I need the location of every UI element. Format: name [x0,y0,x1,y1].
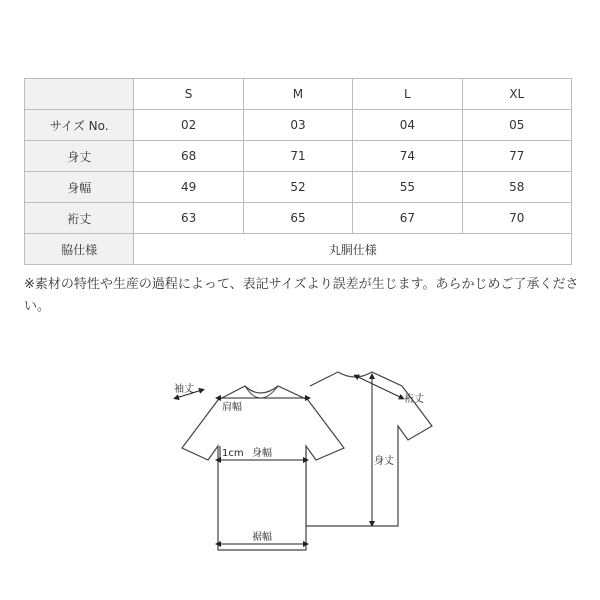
row-label: 脇仕様 [25,234,134,265]
table-cell: 04 [353,110,462,141]
table-cell: 65 [243,203,352,234]
table-cell: 71 [243,141,352,172]
shoulder-width-label: 肩幅 [222,402,242,413]
table-cell: 68 [134,141,243,172]
table-cell: 49 [134,172,243,203]
table-row-yuki-length [25,203,572,234]
table-row-size-no [25,110,572,141]
row-label: 身丈 [25,141,134,172]
header-size-m: M [243,79,352,110]
hem-width-label: 裾幅 [252,532,272,543]
table-cell: 74 [353,141,462,172]
table-cell: 77 [462,141,571,172]
body-length-label: 身丈 [374,456,394,467]
table-cell: 03 [243,110,352,141]
table-cell: 55 [353,172,462,203]
row-label: 裄丈 [25,203,134,234]
table-cell: 58 [462,172,571,203]
yuki-length-label: 裄丈 [404,394,424,405]
header-corner-cell [25,79,134,110]
side-seam-value: 丸胴仕様 [134,234,572,265]
table-row-body-width [25,172,572,203]
row-label: 身幅 [25,172,134,203]
one-cm-label: 1cm [222,448,244,459]
table-cell: 02 [134,110,243,141]
sleeve-length-label: 袖丈 [174,384,194,395]
table-cell: 05 [462,110,571,141]
size-table [24,78,572,265]
table-cell: 52 [243,172,352,203]
table-cell: 67 [353,203,462,234]
table-header-row [25,79,572,110]
table-row-side-seam [25,234,572,265]
disclaimer-note: ※素材の特性や生産の過程によって、表記サイズより誤差が生じます。あらかじめご了承ください。 [24,277,579,314]
chest-width-label: 身幅 [252,448,272,459]
header-size-s: S [134,79,243,110]
tshirt-measurement-diagram [160,360,450,560]
header-size-xl: XL [462,79,571,110]
table-cell: 63 [134,203,243,234]
row-label: サイズ No. [25,110,134,141]
table-row-body-length [25,141,572,172]
table-cell: 70 [462,203,571,234]
header-size-l: L [353,79,462,110]
